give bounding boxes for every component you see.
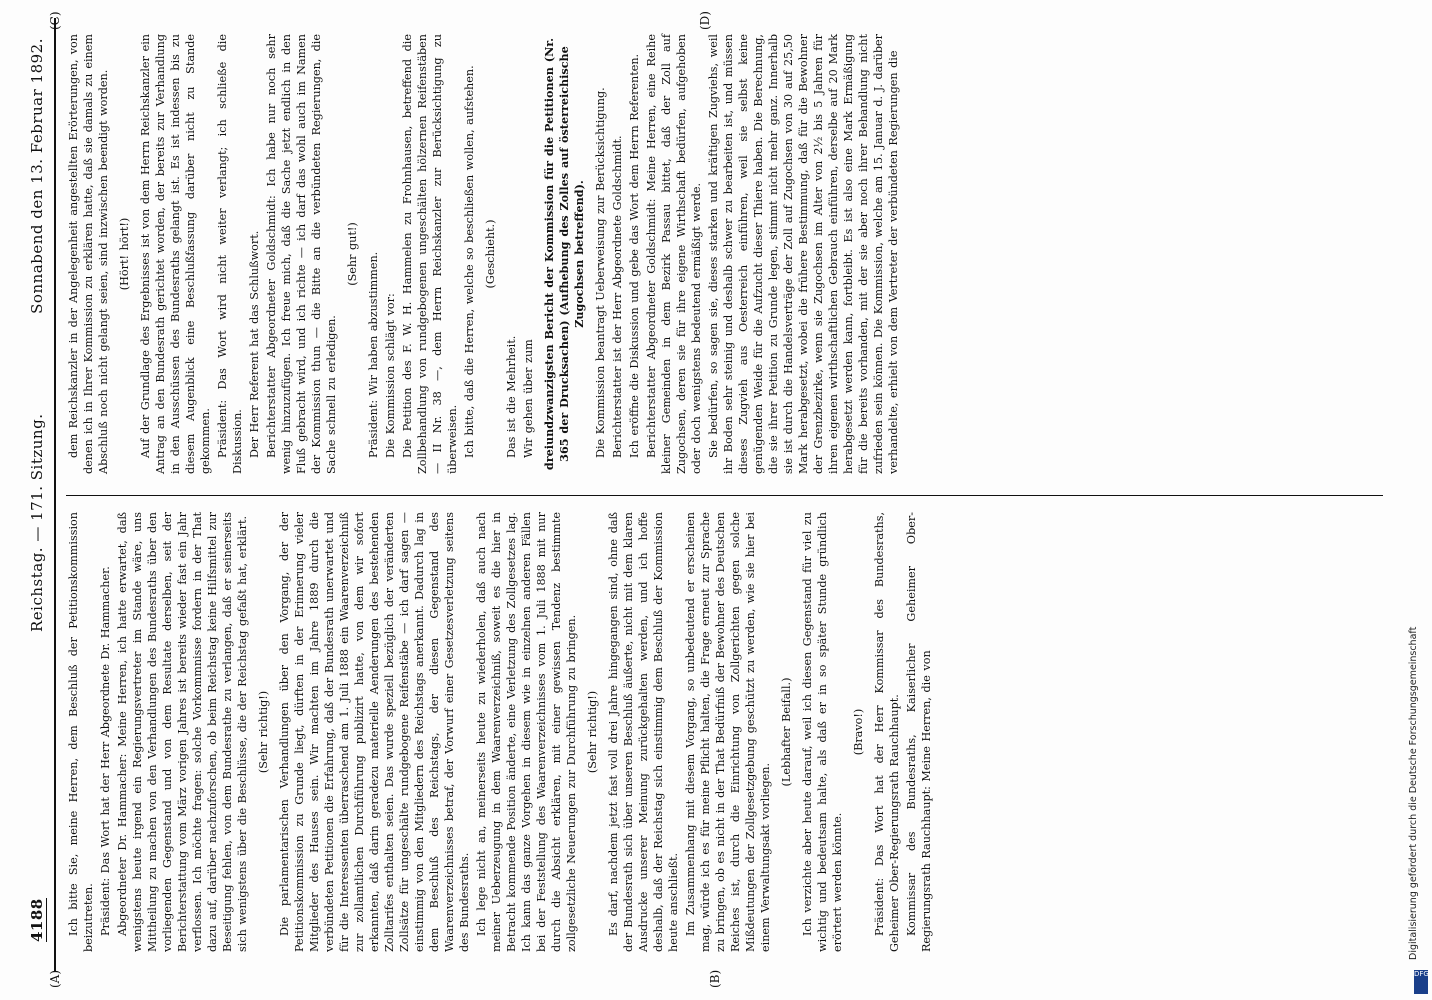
paragraph: Abgeordneter Dr. Hammacher: Meine Herren, ich hatte erwartet, daß wenigstens heute irgend ein Regierungsvertreter im Stande wäre, uns Mittheilung zu machen von den Verhandlungen des Bundesraths über den vorliegenden Gegenstand und von dem Resultate derselben, seit der Berichterstattung vom März vorigen Jahres ist bereits wieder fast ein Jahr verflossen. Ich möchte fragen: solche Vorkommnisse fordern in der That dazu auf, darüber nachzuforschen, ob beim Reichstag keine Hilfsmittel zur Beseitigung fehlen, von dem Bundesrathe zu verlangen, daß er seinerseits sich wenigstens über die Beschlüsse, die der Reichstag gefaßt hat, erklärt. xyxy=(116,512,249,952)
paragraph: Ich bitte, daß die Herren, welche so beschließen wollen, aufstehen. xyxy=(463,65,476,458)
margin-marker-a: (A) xyxy=(48,969,62,988)
paragraph: Die Kommission beantragt Ueberweisung zur Berücksichtigung. xyxy=(594,87,607,458)
margin-marker-c: (C) xyxy=(48,11,62,30)
paragraph: Berichterstatter ist der Herr Abgeordnete Goldschmidt. xyxy=(611,135,624,458)
page-number: 4188 xyxy=(28,898,46,942)
document-page xyxy=(8,8,1403,992)
session-title: Reichstag. — 171. Sitzung. xyxy=(28,413,46,632)
paragraph: Ich bitte Sie, meine Herren, dem Beschluß der Petitionskommission beizutreten. xyxy=(67,512,95,952)
paragraph: Ich verzichte aber heute darauf, weil ich diesen Gegenstand für viel zu wichtig und bedeutsam halte, als daß er in so später Stunde gründlich erörtert werden könnte. xyxy=(801,512,844,952)
paragraph: Ich lege nicht an, meinerseits heute zu wiederholen, daß auch nach meiner Ueberzeugung in dem Waarenverzeichniß, soweit es die hier in Betracht kommende Position änderte, eine Verletzung des Zollgesetzes lag. Ich kann das ganze Vorgehen in diesem wie in einzelnen anderen Fällen bei der Feststellung des Waarenverzeichnisses vom 1. Juli 1888 mit nur durch die Absicht erklären, mit einer gewissen Tendenz bestimmte zollgesetzliche Neuerungen zur Durchführung zu bringen. xyxy=(475,512,578,952)
report-heading: dreiundzwanzigsten Bericht der Kommission für die Petitionen (Nr. 365 der Drucksachen) (Aufhebung des Zolles auf österreichische Zugochsen betreffend). xyxy=(542,37,586,471)
page-header xyxy=(28,28,56,962)
interjection: (Sehr gut!) xyxy=(346,222,359,286)
rotated-page xyxy=(8,8,1403,992)
paragraph: Das ist die Mehrheit. xyxy=(505,335,518,458)
paragraph: Wir gehen über zum xyxy=(522,339,535,458)
paragraph: Ich eröffne die Diskussion und gebe das Wort dem Herrn Referenten. xyxy=(628,53,641,458)
session-date: Sonnabend den 13. Februar 1892. xyxy=(28,38,46,314)
interjection: (Sehr richtig!) xyxy=(586,690,599,774)
paragraph: Im Zusammenhang mit diesem Vorgang, so unbedeutend er erscheinen mag, würde ich es für meine Pflicht halten, die Frage erneut zur Sprache zu bringen, ob es nicht in der That Bedürfniß der Bewohner des Deutschen Reiches ist, durch die Einrichtung von Zollgerichten gegen solche Mißdeutungen der Zollgesetzgebung geschützt zu werden, wie sie hier bei einem Verwaltungsakt vorliegen. xyxy=(684,512,772,952)
paragraph: Präsident: Das Wort hat der Herr Abgeordnete Dr. Hammacher. xyxy=(99,566,112,936)
margin-marker-d: (D) xyxy=(698,11,712,30)
paragraph: Präsident: Das Wort wird nicht weiter verlangt; ich schließe die Diskussion. xyxy=(216,34,244,474)
paragraph: Es darf, nachdem jetzt fast voll drei Jahre hingegangen sind, ohne daß der Bundesrath sich über unseren Beschluß äußerte, nicht mit dem klaren Ausdrucke unserer Meinung zurückgehalten werden, und ich hoffe deshalb, daß der Reichstag sich einstimmig dem Beschluß der Kommission heute anschließt. xyxy=(607,512,680,952)
margin-marker-b: (B) xyxy=(708,969,722,988)
column-divider xyxy=(66,495,1383,496)
left-column xyxy=(66,512,936,952)
interjection: (Sehr richtig!) xyxy=(257,690,270,774)
paragraph: Berichterstatter Abgeordneter Goldschmidt: Meine Herren, eine Reihe kleiner Gemeinden in dem Bezirk Passau bittet, daß der Zoll auf Zugochsen, deren sie für ihre eigene Wirthschaft bedürfen, aufgehoben oder doch wenigstens bedeutend ermäßigt werde. xyxy=(645,34,703,474)
interjection: (Lebhafter Beifall.) xyxy=(780,677,793,787)
paragraph: Berichterstatter Abgeordneter Goldschmidt: Ich habe nur noch sehr wenig hinzuzufügen. Ich freue mich, daß die Sache jetzt endlich in den Fluß gebracht wird, und ich richte — ich darf das wohl auch im Namen der Kommission thun — die Bitte an die verbündeten Regierungen, die Sache schnell zu erledigen. xyxy=(265,34,338,474)
paragraph: dem Reichskanzler in der Angelegenheit angestellten Erörterungen, von denen ich in Ihrer Kommission zu erklären hatte, daß sie damals zu einem Abschluß noch nicht gelangt seien, sind inzwischen beendigt worden. xyxy=(67,34,110,474)
paragraph: Sie bedürfen, so sagen sie, dieses starken und kräftigen Zugviehs, weil ihr Boden sehr steinig und deshalb schwer zu bearbeiten ist, und müssen dieses Zugvieh aus Oesterreich einführen, weil sie selbst keine genügenden Weide für die Aufzucht dieser Thiere haben. Die Berechnung, die sie ihrer Petition zu Grunde legen, stimmt nicht mehr ganz. Innerhalb sie ist durch die Handelsverträge der Zoll auf Zugochsen von 30 auf 25,50 Mark herabgesetzt, wobei die frühere Bestimmung, daß für die Bewohner der Grenzbezirke, wenn sie Zugochsen im Alter von 2½ bis 5 Jahren für ihren eigenen wirthschaftlichen Gebrauch einführen, derselbe auf 20 Mark herabgesetzt werden kann, fortbleibt. Es ist also eine Mark Ermäßigung für die bereits vorhanden, mit der sie aber noch ihrer Behandlung nicht zufrieden sein können. Die Kommission, welche am 15. Januar d. J. darüber verhandelte, erhielt von dem Vertreter der verbündeten Regierungen die xyxy=(707,34,900,474)
paragraph: Präsident: Wir haben abzustimmen. xyxy=(367,251,380,458)
paragraph: Kommissar des Bundesraths, Kaiserlicher Geheimer Ober-Regierungsrath Rauchhaupt: Meine Herren, die von xyxy=(905,512,933,952)
interjection: (Bravo!) xyxy=(852,708,865,756)
paragraph: Die parlamentarischen Verhandlungen über den Vorgang, der der Petitionskommission zu Grunde liegt, dürften in der Erinnerung vieler Mitglieder des Hauses sein. Wir machten im Jahre 1889 durch die verbündeten Petitionen die Erfahrung, daß der Bundesrath unerwartet und für die Interessenten überraschend am 1. Juli 1888 ein Waarenverzeichniß zur zollamtlichen Durchführung publizirt hatte, von dem wir sofort erkannten, daß darin geradezu materielle Aenderungen des bestehenden Zolltarifes enthalten seien. Das wurde speziell bezüglich der veränderten Zollsätze für ungeschälte rundgebogene Reifenstäbe — ich darf sagen — einstimmig von den Mitgliedern des Reichstags anerkannt. Dadurch lag in dem Beschluß des Reichstags, der diesen Gegenstand des Waarenverzeichnisses betraf, der Vorwurf einer Gesetzesverletzung seitens des Bundesraths. xyxy=(278,512,471,952)
digitization-credit: Digitalisierung gefördert durch die Deutsche Forschungsgemeinschaft xyxy=(1408,626,1419,960)
paragraph: Die Kommission schlägt vor: xyxy=(384,293,397,458)
paragraph: Der Herr Referent hat das Schlußwort. xyxy=(248,230,261,458)
right-column xyxy=(66,34,903,474)
dfg-logo: DFG xyxy=(1414,970,1428,994)
paragraph: Auf der Grundlage des Ergebnisses ist von dem Herrn Reichskanzler ein Antrag an den Bundesrath gerichtet worden, der bereits zur Verhandlung in den Ausschüssen des Bundesraths gelangt ist. Es ist indessen bis zu diesem Augenblick eine Beschlußfassung darüber nicht zu Stande gekommen. xyxy=(139,34,212,474)
interjection: (Geschieht.) xyxy=(484,219,497,289)
paragraph: Präsident: Das Wort hat der Herr Kommissar des Bundesraths, Geheimer Ober-Regierungsrath Rauchhaupt. xyxy=(873,512,901,952)
interjection: (Hört! hört!) xyxy=(118,217,131,291)
header-rule xyxy=(54,18,56,972)
paragraph: Die Petition des F. W. H. Hammelen zu Frohnhausen, betreffend die Zollbehandlung von rundgebogenen ungeschälten hölzernen Reifenstäben — II Nr. 38 —, dem Herrn Reichskanzler zur Berücksichtigung zu überweisen. xyxy=(401,34,459,474)
